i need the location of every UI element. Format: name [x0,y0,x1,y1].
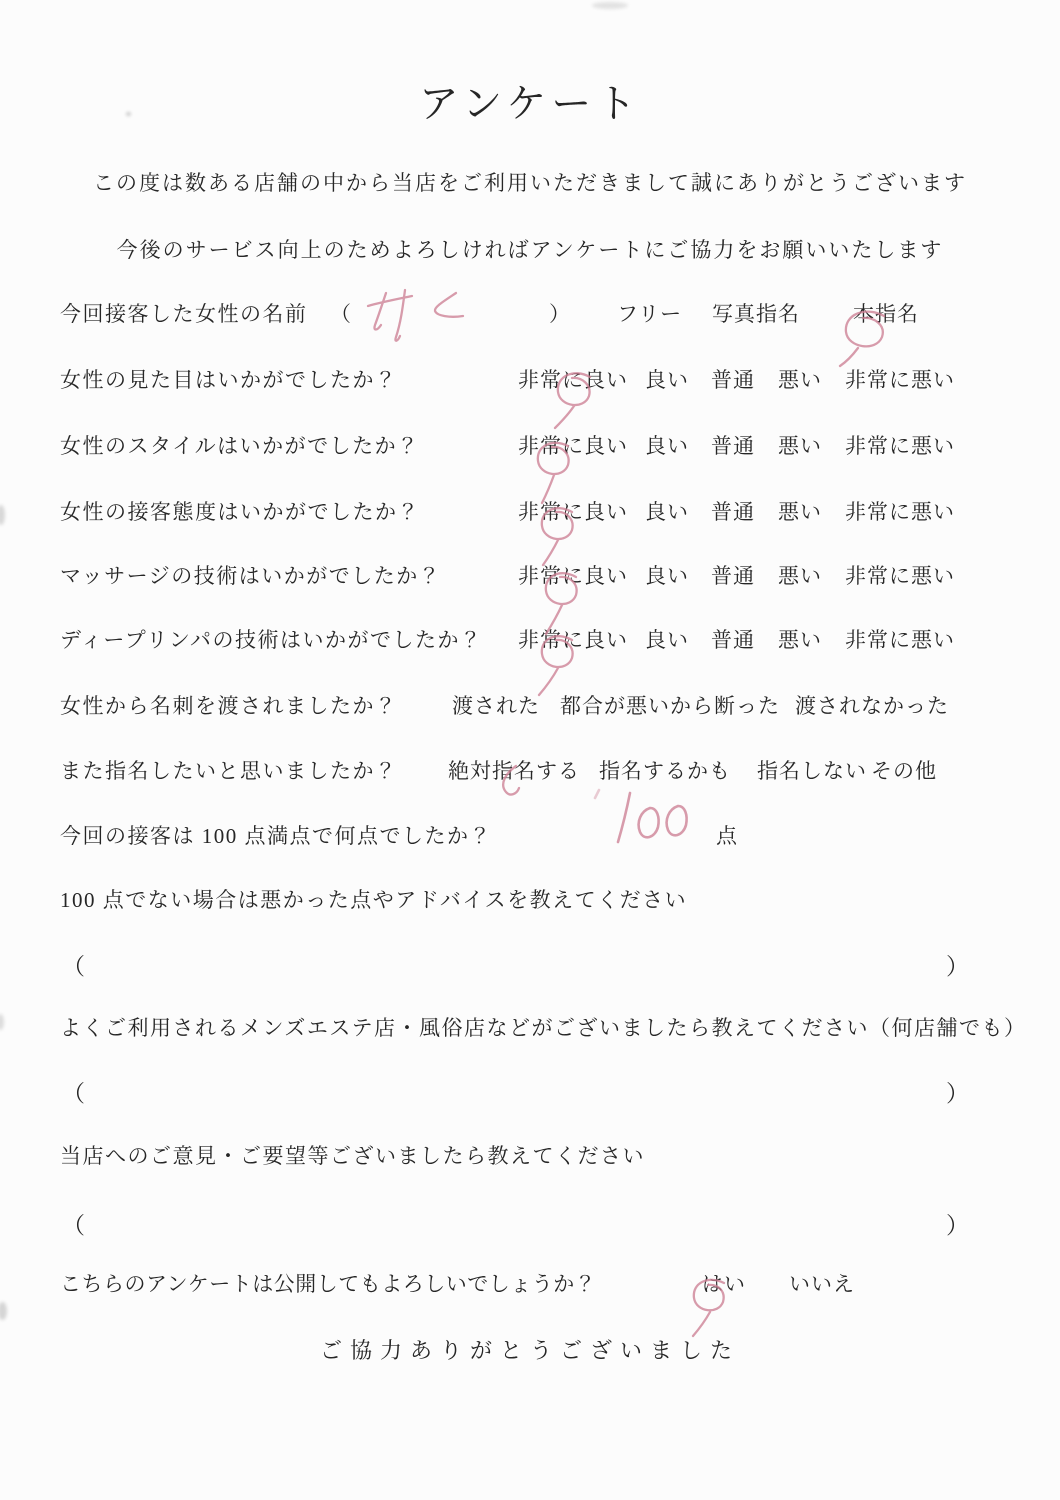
option-photo-nomination: 写真指名 [712,302,800,326]
option-not-nominate: 指名しない [757,759,867,783]
option-very-bad: 非常に悪い [845,628,955,652]
option-bad: 悪い [778,628,822,652]
score-unit-label: 点 [716,824,738,848]
intro-line-2: 今後のサービス向上のためよろしければアンケートにご協力をお願いいたします [116,238,944,262]
option-yes: はい [702,1272,746,1296]
closing-line: ご協力ありがとうございました [319,1338,740,1363]
option-free: フリー [617,302,683,326]
option-bad: 悪い [778,500,822,524]
rating-row-deep-lymph [0,624,1060,660]
question-label: 女性のスタイルはいかがでしたか？ [60,434,420,458]
option-very-bad: 非常に悪い [845,434,955,458]
option-bad: 悪い [778,368,822,392]
question-label: また指名したいと思いましたか？ [60,759,398,783]
option-normal: 普通 [711,434,755,458]
option-good: 良い [645,368,689,392]
paren-open: （ [62,1081,85,1106]
prompt-label: 当店へのご意見・ご要望等ございましたら教えてください [60,1144,645,1168]
advice-prompt-row [0,884,1060,920]
business-card-row [0,690,1060,726]
score-row [0,820,1060,856]
question-label: 女性から名刺を渡されましたか？ [60,694,398,718]
paren-open: （ [62,1213,85,1238]
scan-artifact [0,1302,7,1320]
answer-blank-row [0,948,1060,984]
option-very-good: 非常に良い [518,628,628,652]
opinion-prompt-row [0,1140,1060,1176]
option-definitely-nominate: 絶対指名する [448,759,580,783]
option-very-bad: 非常に悪い [845,368,955,392]
paren-close: ） [549,302,571,326]
option-other: その他 [871,759,937,783]
option-received: 渡された [452,694,540,718]
option-bad: 悪い [778,564,822,588]
other-shops-prompt-row [0,1012,1060,1048]
rating-row-service [0,496,1060,532]
option-good: 良い [645,434,689,458]
option-very-bad: 非常に悪い [845,564,955,588]
page-title: アンケート [418,81,642,126]
rating-row-looks [0,364,1060,400]
question-label: マッサージの技術はいかがでしたか？ [60,564,442,588]
option-very-good: 非常に良い [518,368,628,392]
question-label: こちらのアンケートは公開してもよろしいでしょうか？ [60,1272,597,1296]
intro-line-1: この度は数ある店舗の中から当店をご利用いただきまして誠にありがとうございます [93,171,967,195]
paren-close: ） [946,954,969,979]
option-very-bad: 非常に悪い [845,500,955,524]
option-not-received: 渡されなかった [795,694,949,718]
name-row [0,298,1060,334]
answer-blank-row [0,1075,1060,1111]
option-normal: 普通 [711,500,755,524]
option-normal: 普通 [711,368,755,392]
answer-blank-row [0,1207,1060,1243]
question-label: 今回接客した女性の名前 [60,302,308,326]
publish-permission-row [0,1268,1060,1304]
paren-close: ） [946,1081,969,1106]
rating-row-massage [0,560,1060,596]
option-very-good: 非常に良い [518,434,628,458]
paren-open: （ [62,954,85,979]
option-good: 良い [645,500,689,524]
prompt-label: よくご利用されるメンズエステ店・風俗店などがございましたら教えてください（何店舗でも） [60,1016,1027,1040]
question-label: ディープリンパの技術はいかがでしたか？ [60,628,483,652]
option-no: いいえ [789,1272,855,1296]
question-label: 今回の接客は 100 点満点で何点でしたか？ [60,824,492,848]
paren-close: ） [946,1213,969,1238]
option-good: 良い [645,564,689,588]
option-very-good: 非常に良い [518,564,628,588]
option-normal: 普通 [711,564,755,588]
option-good: 良い [645,628,689,652]
question-label: 女性の接客態度はいかがでしたか？ [60,500,420,524]
prompt-label: 100 点でない場合は悪かった点やアドバイスを教えてください [60,888,688,912]
option-normal: 普通 [711,628,755,652]
option-main-nomination: 本指名 [853,302,919,326]
option-very-good: 非常に良い [518,500,628,524]
scan-artifact [592,2,628,9]
rating-row-style [0,430,1060,466]
nominate-again-row [0,755,1060,791]
question-label: 女性の見た目はいかがでしたか？ [60,368,398,392]
paren-open: （ [330,302,352,326]
option-maybe-nominate: 指名するかも [599,759,731,783]
option-bad: 悪い [778,434,822,458]
option-declined-inconvenient: 都合が悪いから断った [560,694,780,718]
